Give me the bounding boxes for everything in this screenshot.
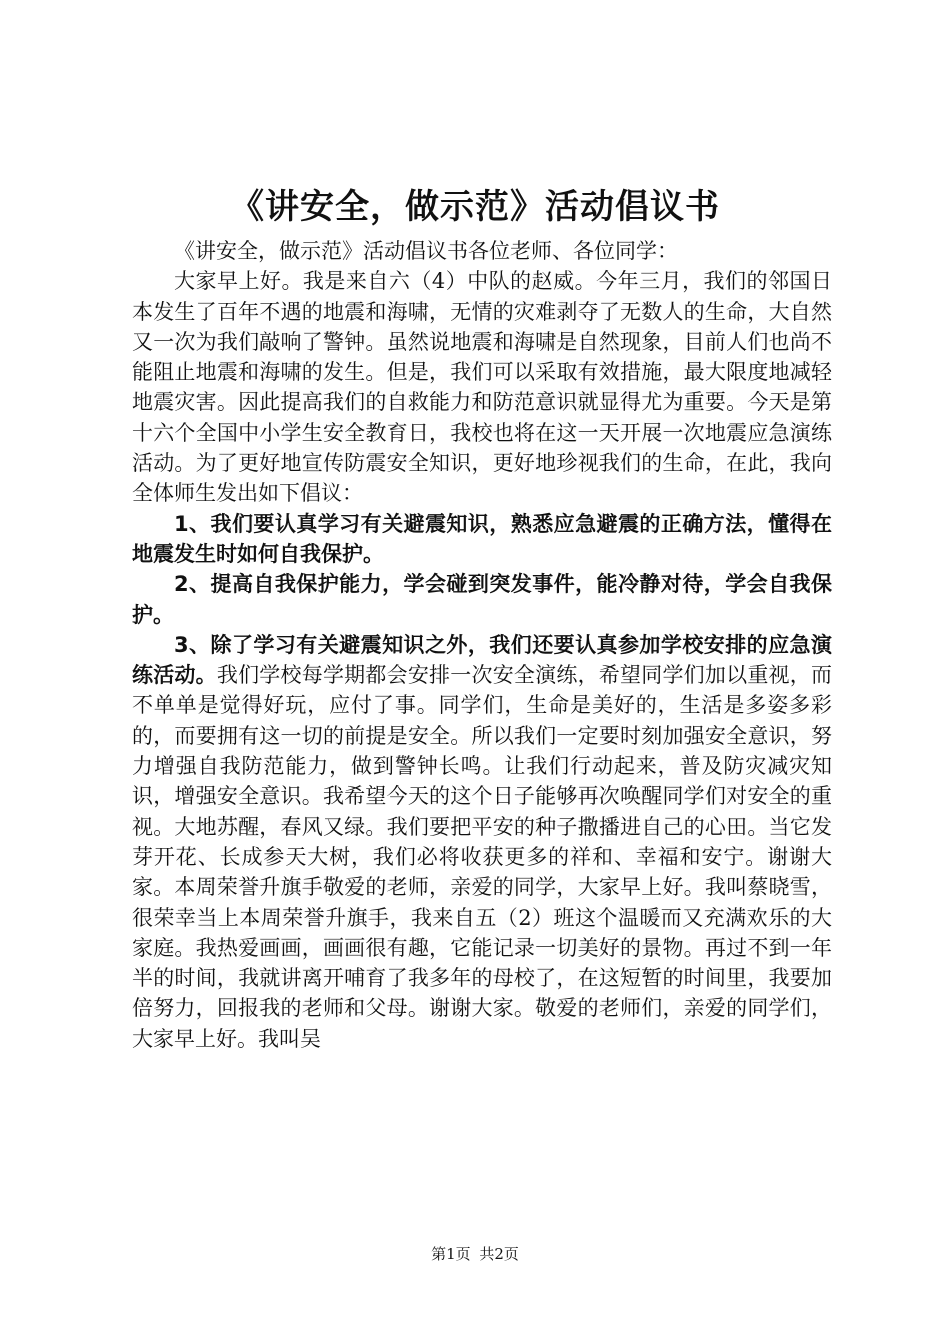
proposal-item-2: 2、提高自我保护能力，学会碰到突发事件，能冷静对待，学会自我保护。 xyxy=(132,572,832,627)
paragraph-intro: 大家早上好。我是来自六（4）中队的赵威。今年三月，我们的邻国日本发生了百年不遇的地震和海啸，无情的灾难剥夺了无数人的生命，大自然又一次为我们敲响了警钟。虽然说地震和海啸是自然现象，目前人们也尚不能阻止地震和海啸的发生。但是，我们可以采取有效措施，最大限度地减轻地震灾害。因此提高我们的自救能力和防范意识就显得尤为重要。今天是第十六个全国中小学生安全教育日，我校也将在这一天开展一次地震应急演练活动。为了更好地宣传防震安全知识，更好地珍视我们的生命，在此，我向全体师生发出如下倡议： xyxy=(132,269,832,506)
proposal-item-3 xyxy=(132,630,832,1054)
proposal-item-1: 1、我们要认真学习有关避震知识，熟悉应急避震的正确方法，懂得在地震发生时如何自我保护。 xyxy=(132,511,832,566)
proposal-item-3-heading: 3、除了学习有关避震知识之外，我们还要认真参加学校安排的应急演练活动。 xyxy=(132,632,832,688)
proposal-item-3-body: 我们学校每学期都会安排一次安全演练，希望同学们加以重视，而不单单是觉得好玩，应付了事。同学们，生命是美好的，生活是多姿多彩的，而要拥有这一切的前提是安全。所以我们一定要时刻加强安全意识，努力增强自我防范能力，做到警钟长鸣。让我们行动起来，普及防灾减灾知识，增强安全意识。我希望今天的这个日子能够再次唤醒同学们对安全的重视。大地苏醒，春风又绿。我们要把平安的种子撒播进自己的心田。当它发芽开花、长成参天大树，我们必将收获更多的祥和、幸福和安宁。谢谢大家。本周荣誉升旗手敬爱的老师，亲爱的同学，大家早上好。我叫蔡晓雪，很荣幸当上本周荣誉升旗手，我来自五（2）班这个温暖而又充满欢乐的大家庭。我热爱画画，画画很有趣，它能记录一切美好的景物。再过不到一年半的时间，我就讲离开哺育了我多年的母校了，在这短暂的时间里，我要加倍努力，回报我的老师和父母。谢谢大家。敬爱的老师们，亲爱的同学们，大家早上好。我叫吴 xyxy=(132,663,832,1051)
page-number: 第1页 xyxy=(431,1245,471,1263)
document-body xyxy=(132,236,832,1054)
document-title: 《讲安全，做示范》活动倡议书 xyxy=(230,187,720,227)
page-footer xyxy=(0,1244,950,1264)
document-subtitle: 《讲安全，做示范》活动倡议书各位老师、各位同学： xyxy=(174,239,678,263)
page-total: 共2页 xyxy=(479,1245,519,1263)
